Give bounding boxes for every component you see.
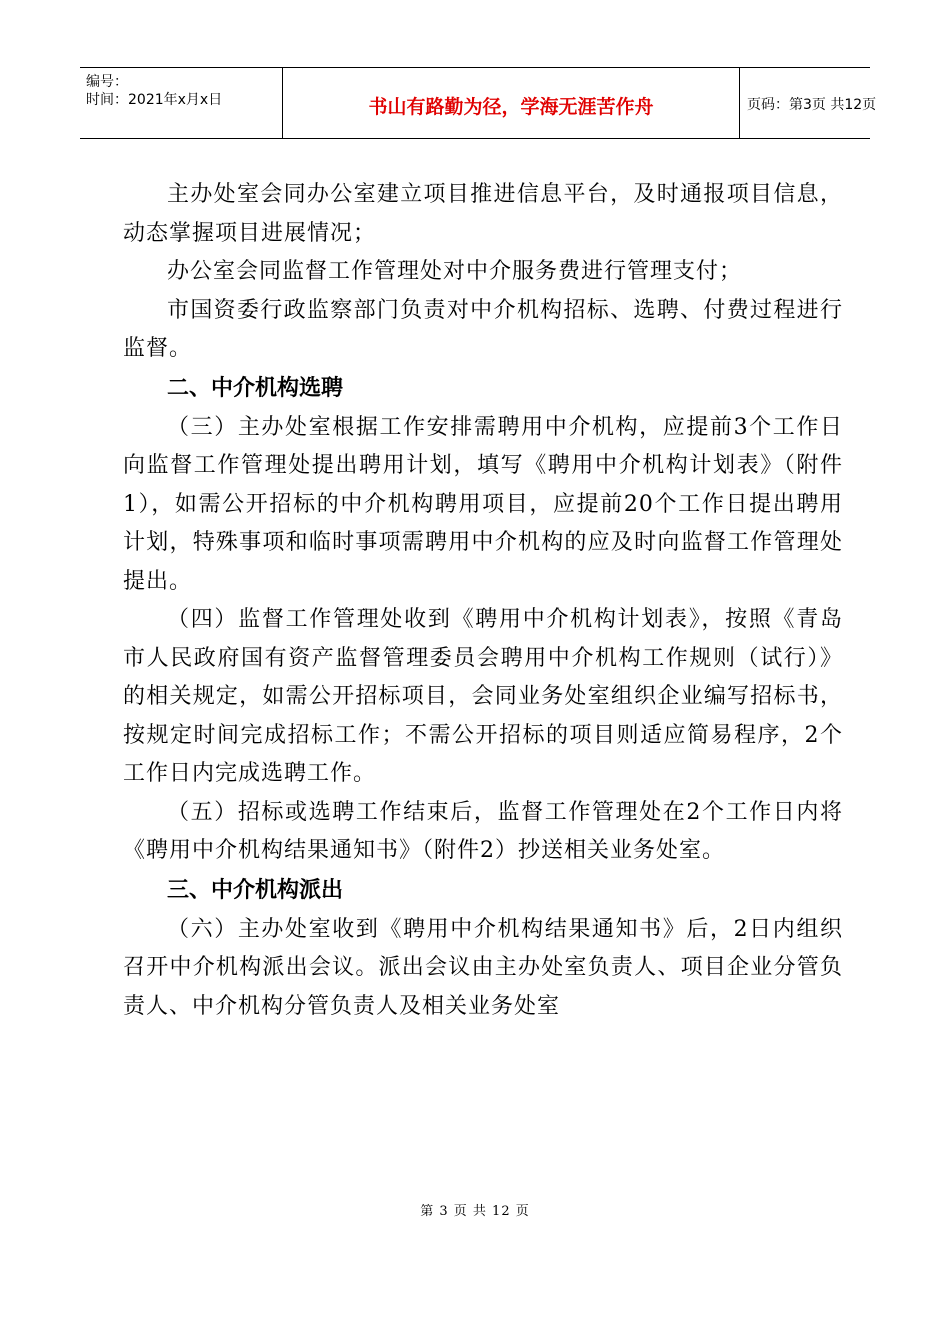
section-heading: 三、中介机构派出: [167, 877, 344, 903]
paragraph: （五）招标或选聘工作结束后，监督工作管理处在2个工作日内将《聘用中介机构结果通知书》（附件2）抄送相关业务处室。: [123, 799, 843, 863]
paragraph: 办公室会同监督工作管理处对中介服务费进行管理支付；: [167, 259, 743, 284]
paragraph: 主办处室会同办公室建立项目推进信息平台，及时通报项目信息，动态掌握项目进展情况；: [123, 182, 843, 246]
paragraph: （三）主办处室根据工作安排需聘用中介机构，应提前3个工作日向监督工作管理处提出聘用计划，填写《聘用中介机构计划表》（附件1），如需公开招标的中介机构聘用项目，应提前20个工作日提出聘用计划，特殊事项和临时事项需聘用中介机构的应及时向监督工作管理处提出。: [123, 414, 843, 594]
number-label: 编号：: [86, 74, 128, 90]
page-code: 页码：第3页 共12页: [747, 97, 877, 113]
document-body: [123, 176, 843, 1026]
paragraph: （四）监督工作管理处收到《聘用中介机构计划表》，按照《青岛市人民政府国有资产监督管理委员会聘用中介机构工作规则（试行）》的相关规定，如需公开招标项目，会同业务处室组织企业编写招标书，按规定时间完成招标工作；不需公开招标的项目则适应简易程序，2个工作日内完成选聘工作。: [123, 607, 843, 786]
paragraph: （六）主办处室收到《聘用中介机构结果通知书》后，2日内组织召开中介机构派出会议。派出会议由主办处室负责人、项目企业分管负责人、中介机构分管负责人及相关业务处室: [123, 916, 843, 1019]
header-info-cell: [80, 68, 282, 138]
paragraph: 市国资委行政监察部门负责对中介机构招标、选聘、付费过程进行监督。: [123, 297, 843, 361]
page-footer: 第 3 页 共 12 页: [420, 1204, 530, 1219]
motto-text: 书山有路勤为径，学海无涯苦作舟: [368, 96, 654, 118]
time-label: 时间：2021年x月x日: [86, 92, 223, 108]
header-motto-cell: [282, 68, 740, 138]
header-page-cell: [739, 68, 877, 138]
document-header: [80, 67, 877, 139]
section-heading: 二、中介机构选聘: [167, 375, 344, 401]
